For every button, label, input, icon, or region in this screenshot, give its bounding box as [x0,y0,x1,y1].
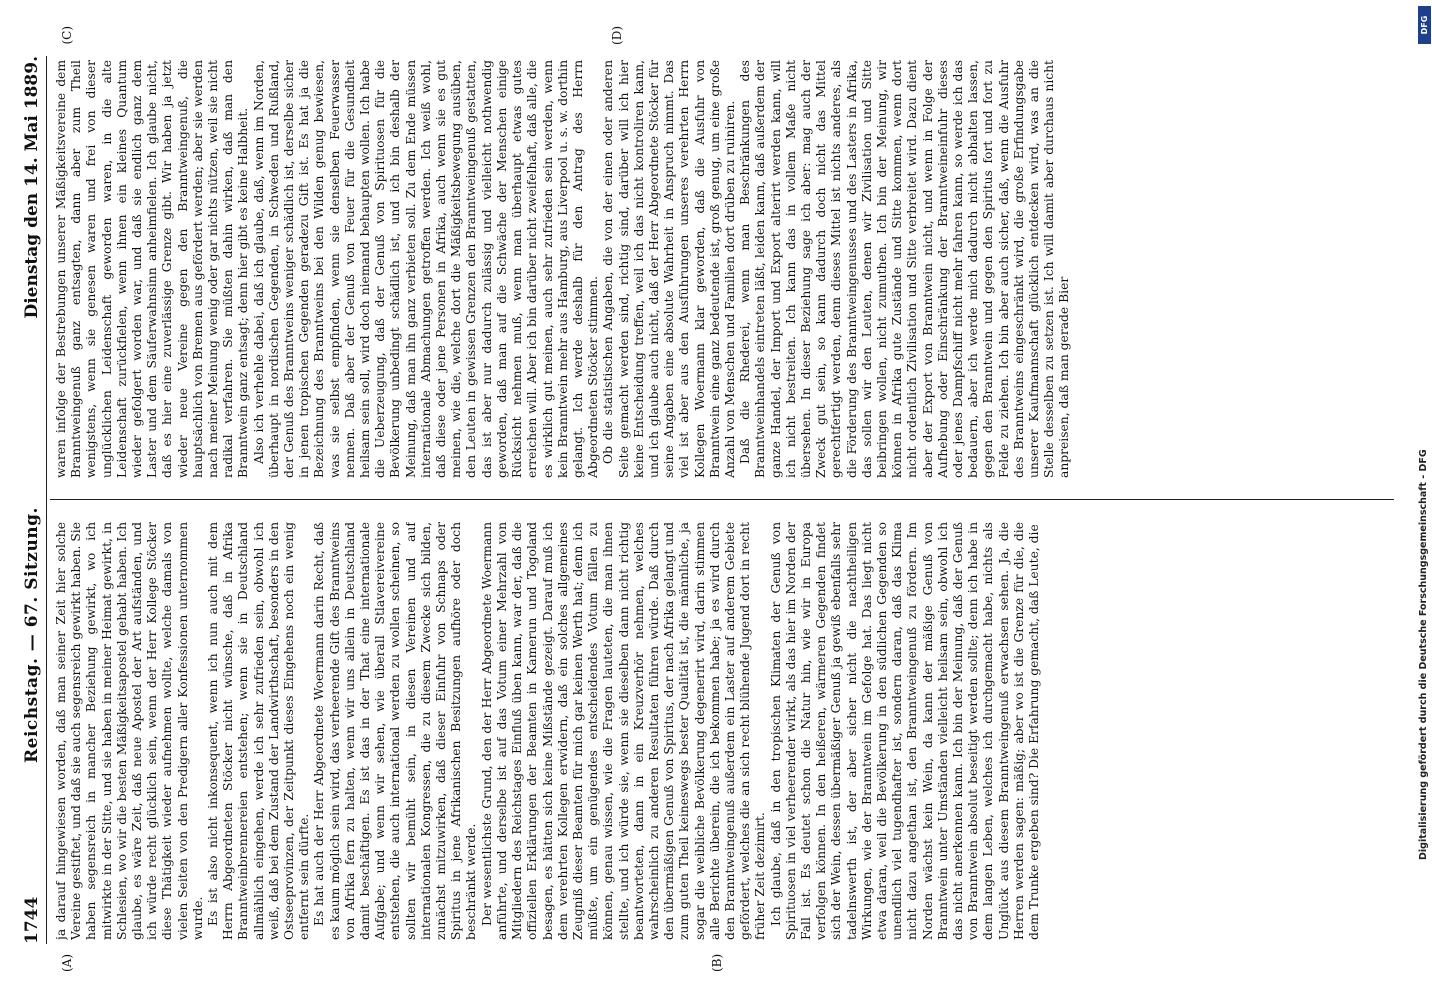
digitization-note [1418,0,1432,1000]
dfg-logo-text: DFG [1420,15,1429,35]
document-page [0,20,1432,980]
paragraph: Der wesentlichste Grund, den der Herr Abgeordnete Woermann anführte, und derselbe ist auf das Votum einer Mehrzahl von Mitgliedern des Reichstages Einfluß üben kann, war der, daß die offiziellen Erklärungen der Beamten in Kamerun und Togoland besagen, es hätten sich keine Mißstände gezeigt. Darauf muß ich dem verehrten Kollegen erwidern, daß ein solches allgemeines Zeugniß dieser Beamten für mich gar keinen Werth hat; denn ich müßte, um ein genügendes entscheidendes Votum fällen zu können, genau wissen, wie die Fragen lauteten, die man ihnen stellte, und ich würde sie, wenn sie dieselben dann nicht richtig beantworteten, dann in ein Kreuzverhör nehmen, welches wahrscheinlich zu anderen Resultaten führen würde. Daß durch den übermäßigen Genuß von Spiritus, der nach Afrika gelangt und zum guten Theil keineswegs bester Qualität ist, die männliche, ja sogar die weibliche Bevölkerung degenerirt wird, darin stimmen alle Berichte überein, die ich bekommen habe; ja es wird durch den Branntweingenuß außerdem ein Laster auf anderem Gebiete gefördert, welches die an sich recht blühende Jugend dort in recht früher Zeit dezimirt. [479,522,768,940]
paragraph: Es ist also nicht inkonsequent, wenn ich nun auch mit dem Herrn Abgeordneten Stöcker nicht wünsche, daß in Afrika Branntweinbrennereien entstehen; wenn sie in Deutschland allmählich eingehen, werde ich sehr zufrieden sein, obwohl ich weiß, daß bei dem Zustand der Landwirthschaft, besonders in den Ostseeprovinzen, der Zeitpunkt dieses Eingehens noch ein wenig entfernt sein dürfte. [206,522,312,940]
margin-marker-a: (A) [60,953,74,972]
header-rule [46,56,47,944]
page-date: Dienstag den 14. Mai 1889. [22,56,42,319]
paragraph: waren infolge der Bestrebungen unserer Mäßigkeitsvereine dem Branntweingenuß ganz entsagten, dann aber zum Theil wenigstens, wenn sie genesen waren und frei von dieser unglücklichen Leidenschaft geworden waren, in die alte Leidenschaft zurückfielen, wenn ihnen ein kleines Quantum wieder gefolgert worden war, und daß sie endlich ganz dem Laster und dem Säuferwahnsinn anheimfielen. Ich glaube nicht, daß es hier eine zuverlässige Grenze gibt. Wir haben ja jetzt wieder neue Vereine gegen den Branntweingenuß, die hauptsächlich von Bremen aus gefördert werden; aber sie werden nach meiner Meinung wenig oder gar nichts nützen, weil sie nicht radikal verfahren. Sie müßten dahin wirken, daß man den Branntwein ganz entsagt; denn hier gibt es keine Halbheit. [54,60,251,478]
page-header [16,56,42,944]
left-column [54,522,1394,940]
digitization-note-text: Digitalisierung gefördert durch die Deutsche Forschungsgemeinschaft - DFG [1418,449,1429,860]
margin-marker-d: (D) [610,26,624,45]
paragraph: Ich glaube, daß in den tropischen Klimaten der Genuß von Spirituosen in viel verheerender wirkt, als das hier im Norden der Fall ist. Es deutet schon die Natur hin, wie wir in Europa verfolgen können. In den heißeren, wärmeren Gegenden findet sich der Wein, dessen übermäßiger Genuß ja gewiß ebenfalls sehr tadelnswerth ist, der aber sicher nicht die nachtheiligen Wirkungen, wie der Branntwein im Gefolge hat. Das liegt nicht etwa daran, weil die Bevölkerung in den südlichen Gegenden so unendlich viel tugendhafter ist, sondern daran, daß das Klima nicht dazu angethan ist, den Branntweingenuß zu fördern. Im Norden wächst kein Wein, da kann der mäßige Genuß von Branntwein unter Umständen vielleicht heilsam sein, obwohl ich das nicht anerkennen kann. Ich bin der Meinung, daß der Genuß von Branntwein absolut beseitigt werden sollte; denn ich habe in dem langen Leben, welches ich durchgemacht habe, nichts als Unglück aus diesem Branntweingenuß erwachsen sehen. Ja, die Herren werden sagen: mäßig; aber wo ist die Grenze für die, die dem Trunke ergeben sind? Die Erfahrung gemacht, daß Leute, die [768,522,1041,940]
margin-marker-c: (C) [60,26,74,45]
paragraph: Daß die Rhederei, wenn man Beschränkungen des Branntweinhandels eintreten läßt, leiden kann, daß außerdem der ganze Handel, der Import und Export alterirt werden kann, will ich nicht bestreiten. Ich kann das in vollem Maße nicht übersehen. In dieser Beziehung sage ich aber: mag auch der Zweck gut sein, so kann dadurch doch nicht das Mittel gerechtfertigt werden, denn dieses Mittel ist nichts anderes, als die Förderung des Branntweingenusses und des Lasters in Afrika, das sollen wir den Leuten, denen wir Zivilisation und Sitte beibringen wollen, nicht zumuthen. Ich bin der Meinung, wir können in Afrika gute Zustände und Sitte kommen, wenn dort nicht ordentlich Zivilisation und Sitte verbreitet wird. Dazu dient aber der Export von Branntwein nicht, und wenn in Folge der Aufhebung oder Einschränkung der Branntweineinfuhr dieses oder jenes Dampfschiff nicht mehr fahren kann, so werde ich das bedauern, aber ich werde mich dadurch nicht abhalten lassen, gegen den Branntwein und gegen den Spiritus fort und fort zu Felde zu ziehen. Ich bin aber auch sicher, daß, wenn die Ausfuhr des Branntweins eingeschränkt wird, die große Erfindungsgabe unserer Kaufmannschaft glücklich entdecken wird, was an die Stelle desselben zu setzen ist. Ich will damit aber durchaus nicht anpreisen, daß man gerade Bier [738,60,1072,478]
paragraph: Es hat auch der Herr Abgeordnete Woermann darin Recht, daß es kaum möglich sein wird, das verheerende Gift des Branntweins von Afrika fern zu halten, wenn wir uns allein in Deutschland damit beschäftigen. Es ist das in der That eine internationale Aufgabe; und wenn wir sehen, wie überall Stlavereivereine entstehen, die auch international werden zu wollen scheinen, so sollten wir bemüht sein, in diesen Vereinen und auf internationalen Kongressen, die zu diesem Zwecke sich bilden, zunächst mitzuwirken, daß dieser Einfuhr von Schnaps oder Spiritus in jene Afrikanischen Besitzungen aufhöre oder doch beschränkt werde. [312,522,479,940]
paragraph: ja darauf hingewiesen worden, daß man seiner Zeit hier solche Vereine gestiftet, und daß sie auch segensreich gewirkt haben. Sie haben segensreich in mancher Beziehung gewirkt, wo ich mitwirkte in der Sitte, und sie haben in meiner Heimat gewirkt, in Schlesien, wo wir die besten Mäßigkeitsapostel gehabt haben. Ich glaube, es wäre Zeit, daß neue Apostel der Art aufständen, und ich würde recht glücklich sein, wenn der Herr Kollege Stöcker diese Thätigkeit wieder aufnehmen wollte, welche damals von vielen Seiten von den Predigern aller Konfessionen unternommen wurde. [54,522,205,940]
margin-marker-b: (B) [710,953,724,972]
paragraph: Also ich verhehle dabei, daß ich glaube, daß, wenn im Norden, überhaupt in nordischen Gegenden, in Schweden und Rußland, der Genuß des Branntweins weniger schädlich ist, derselbe sicher in jenen tropischen Gegenden geradezu Gift ist. Es hat ja die Bezeichnung des Branntweins bei den Wilden genug bewiesen, was sie selbst empfinden, wenn sie denselben Feuerwasser nennen. Daß aber der Genuß von Feuer für die Gesundheit heilsam sein soll, wird doch niemand behaupten wollen. Ich habe die Ueberzeugung, daß der Genuß von Spirituosen für die Bevölkerung unbedingt schädlich ist, und ich bin deshalb der Meinung, daß man ihn ganz verbieten soll. Zu dem Ende müssen internationale Abmachungen getroffen werden. Ich weiß wohl, daß diese oder jene Personen in Afrika, auch wenn sie es gut meinen, wie die, welche dort die Mäßigkeitsbewegung ausüben, den Leuten in gewissen Grenzen den Branntweingenuß gestatten, das ist aber nur dadurch zulässig und vielleicht nothwendig geworden, daß man auf die Schwäche der Menschen einige Rücksicht nehmen muß, wenn man überhaupt etwas gutes erreichen will. Aber ich bin darüber nicht zweifelhaft, daß alle, die es wirklich gut meinen, auch sehr zufrieden sein werden, wenn kein Branntwein mehr aus Hamburg, aus Liverpool u. s. w. dorthin gelangt. Ich werde deshalb für den Antrag des Herrn Abgeordneten Stöcker stimmen. [251,60,601,478]
column-divider [50,499,1394,500]
paragraph: Ob die statistischen Angaben, die von der einen oder anderen Seite gemacht werden sind, richtig sind, darüber will ich hier keine Entscheidung treffen, weil ich das nicht kontroliren kann, und ich glaube auch nicht, daß der Herr Abgeordnete Stöcker für seine Angaben eine absolute Wahrheit in Anspruch nimmt. Das viel ist aber aus den Ausführungen unseres verehrten Herrn Kollegen Woermann klar geworden, daß die Ausfuhr von Branntwein eine ganz bedeutende ist, groß genug, um eine große Anzahl von Menschen und Familien dort drüben zu ruiniren. [601,60,737,478]
right-column [54,60,1394,478]
page-number: 1744 [22,896,42,944]
page-title: Reichstag. — 67. Sitzung. [22,507,42,763]
